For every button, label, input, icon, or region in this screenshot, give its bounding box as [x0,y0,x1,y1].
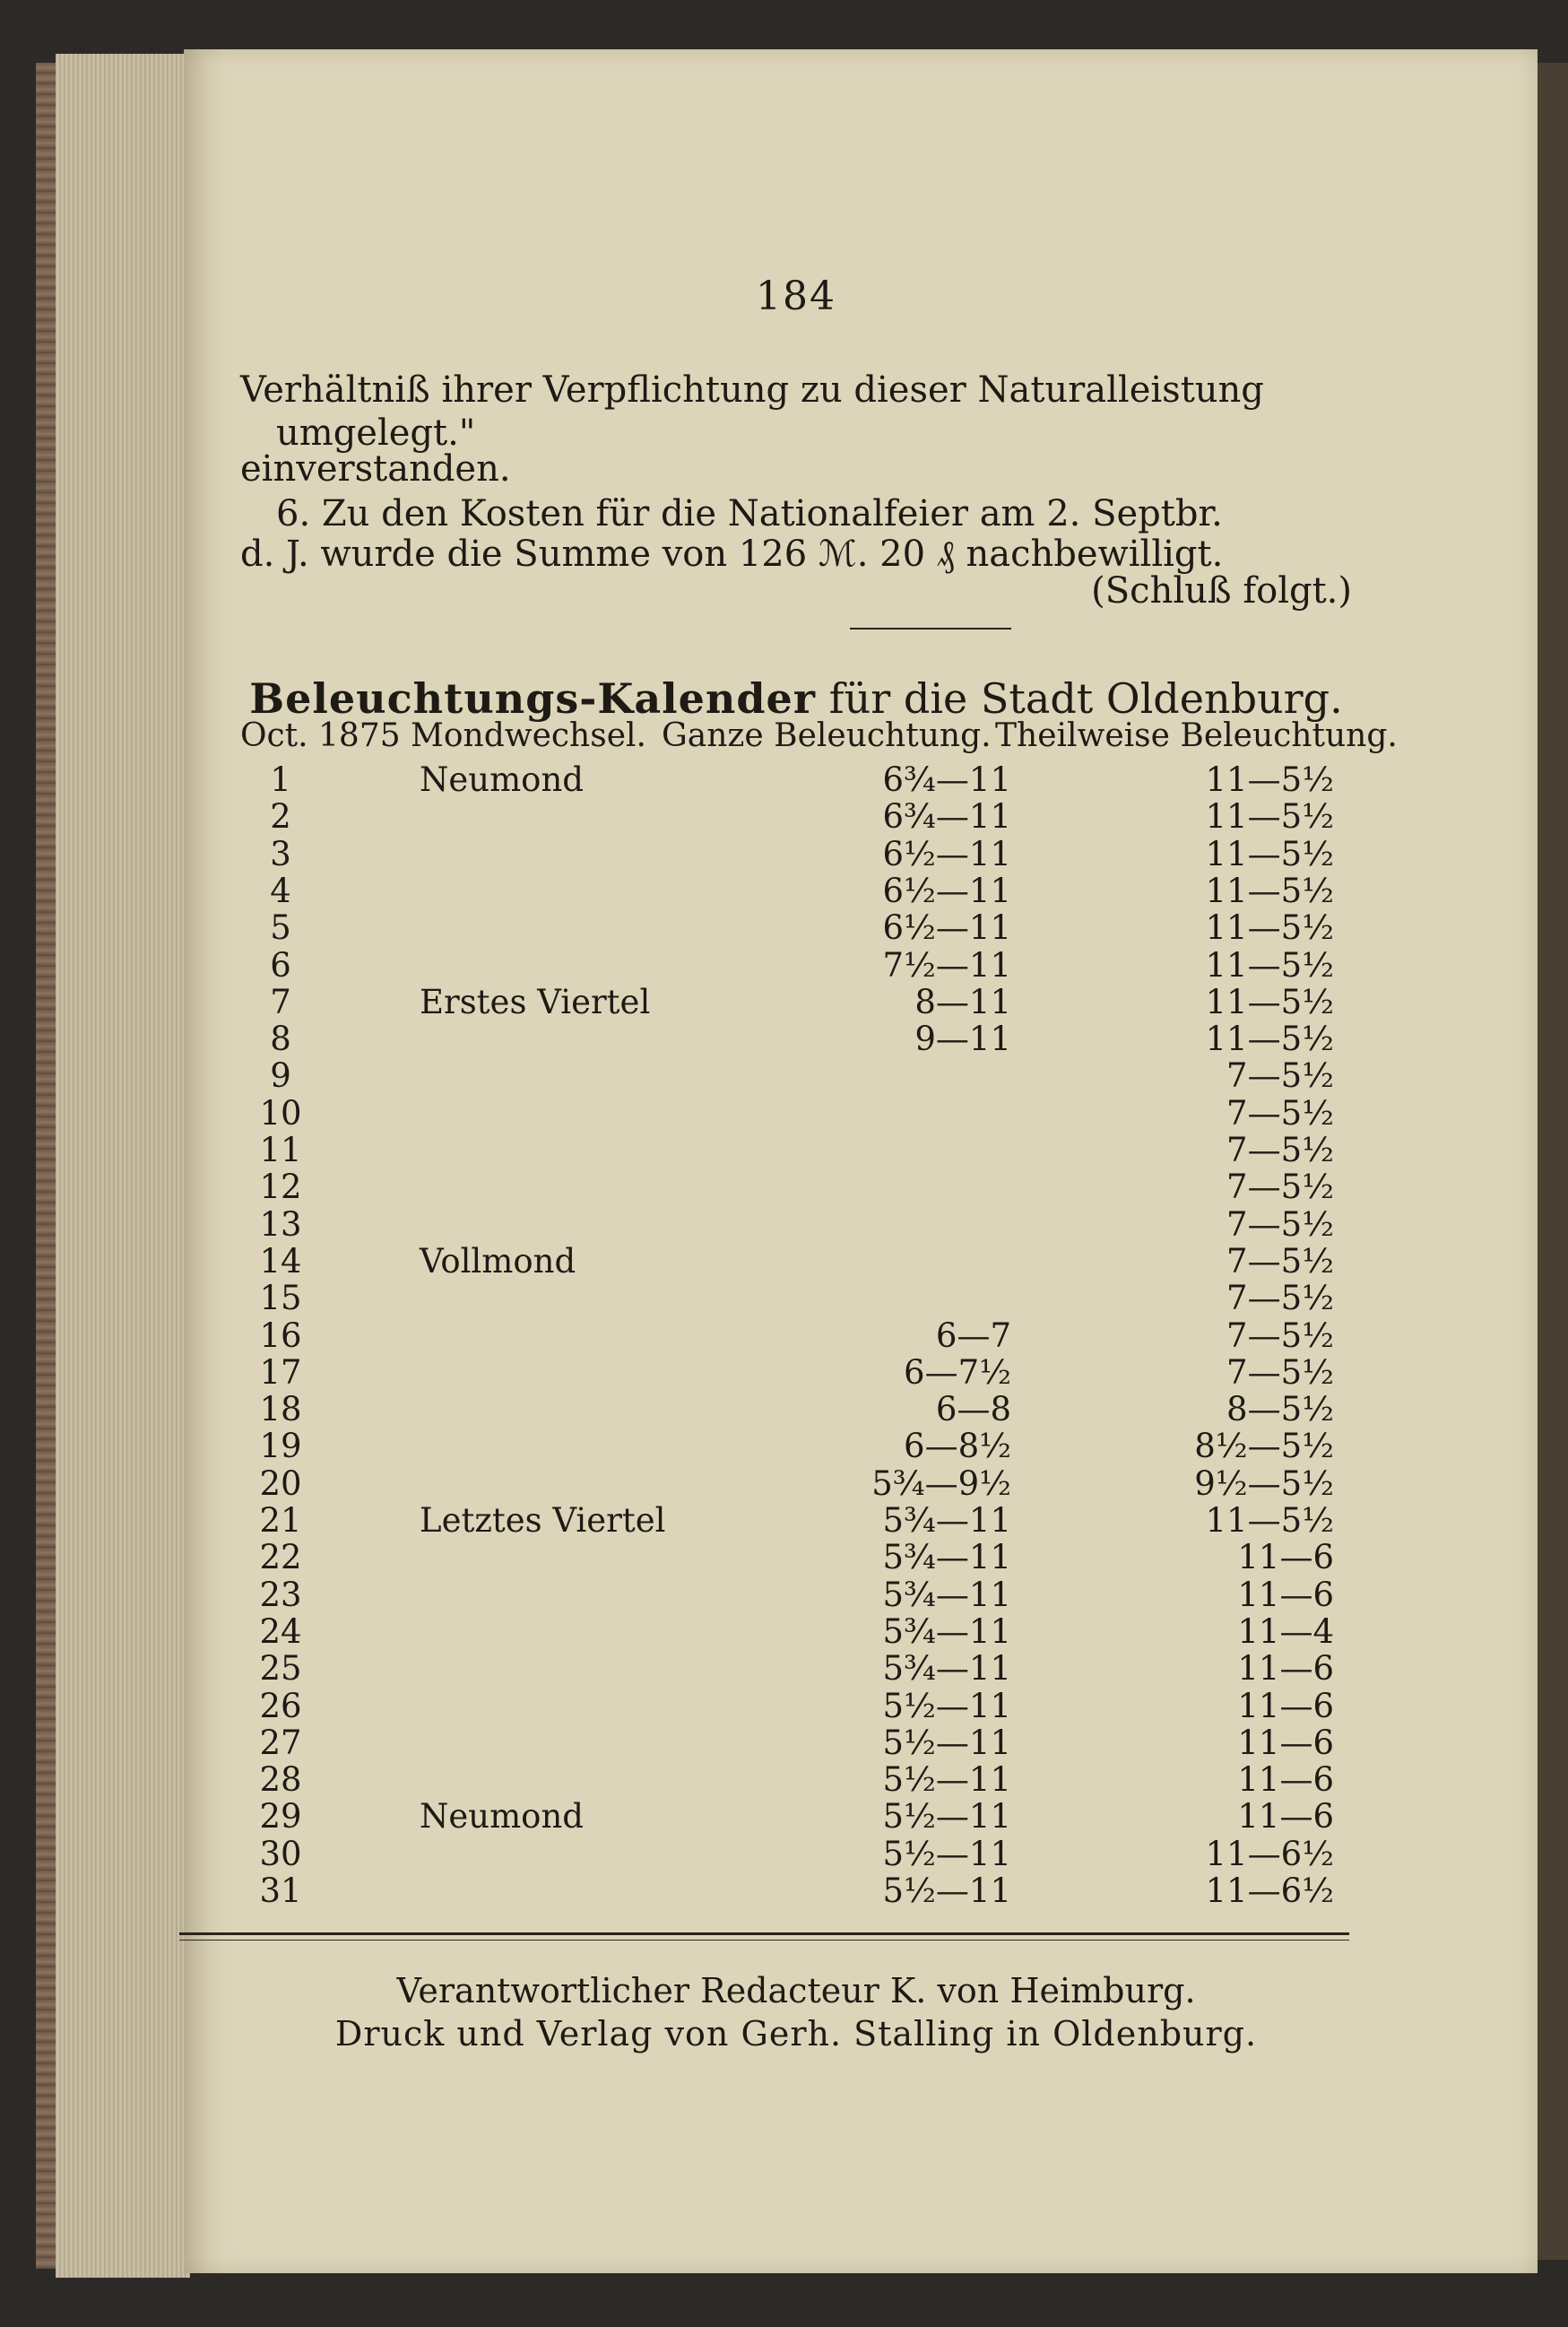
table-row [240,908,1352,948]
table-row [240,1612,1352,1649]
partial-lighting-cell: 9½—5½ [1194,1463,1334,1503]
day-cell: 24 [259,1611,302,1651]
table-row [240,1056,1352,1096]
full-lighting-cell: 5¾—9½ [871,1463,1011,1503]
table-row [240,1871,1352,1908]
partial-lighting-cell: 7—5½ [1226,1352,1334,1392]
table-row [240,1538,1352,1575]
calendar-title-main: Beleuchtungs-Kalender [249,674,816,723]
day-cell: 25 [259,1649,302,1689]
table-row [240,1649,1352,1689]
partial-lighting-cell: 11—6½ [1205,1871,1334,1910]
full-lighting-cell: 5½—11 [882,1834,1011,1873]
moon-phase-cell: Vollmond [420,1241,576,1281]
day-cell: 23 [259,1575,302,1614]
table-row [240,1242,1352,1279]
moon-phase-cell: Erstes Viertel [420,982,651,1021]
table-row [240,872,1352,908]
partial-lighting-cell: 7—5½ [1226,1168,1334,1207]
moon-phase-cell: Letztes Viertel [420,1501,666,1540]
text-line-3: einverstanden. [240,448,511,490]
full-lighting-cell: 5½—11 [882,1797,1011,1836]
table-row [240,1835,1352,1871]
table-row [240,1094,1352,1131]
full-lighting-cell: 6—7½ [904,1352,1011,1392]
day-cell: 18 [259,1390,302,1429]
partial-lighting-cell: 11—5½ [1205,945,1334,985]
day-cell: 13 [259,1204,302,1244]
partial-lighting-cell: 7—5½ [1226,1204,1334,1244]
day-cell: 7 [270,982,291,1021]
table-row [240,1131,1352,1168]
header-month: Oct. 1875 [240,717,401,754]
table-row [240,1687,1352,1724]
full-lighting-cell: 6¾—11 [882,797,1011,837]
footer-rule-thin [179,1940,1349,1941]
partial-lighting-cell: 11—5½ [1205,1501,1334,1540]
day-cell: 3 [270,834,291,873]
page-stack-edge [56,54,190,2278]
full-lighting-cell: 5¾—11 [882,1649,1011,1689]
day-cell: 29 [259,1797,302,1836]
full-lighting-cell: 5½—11 [882,1723,1011,1762]
partial-lighting-cell: 11—5½ [1205,982,1334,1021]
header-moon: Mondwechsel. [411,717,646,754]
full-lighting-cell: 6½—11 [882,908,1011,948]
table-row [240,1168,1352,1207]
table-row [240,1279,1352,1318]
day-cell: 4 [270,871,291,910]
partial-lighting-cell: 11—5½ [1205,834,1334,873]
full-lighting-cell: 5½—11 [882,1760,1011,1800]
day-cell: 31 [259,1871,302,1910]
day-cell: 20 [259,1463,302,1503]
partial-lighting-cell: 7—5½ [1226,1056,1334,1096]
partial-lighting-cell: 11—6 [1237,1723,1334,1762]
partial-lighting-cell: 7—5½ [1226,1131,1334,1169]
partial-lighting-cell: 7—5½ [1226,1241,1334,1281]
day-cell: 27 [259,1723,302,1762]
table-row [240,1020,1352,1059]
table-row [240,983,1352,1020]
full-lighting-cell: 9—11 [914,1020,1011,1059]
full-lighting-cell: 6—8½ [904,1427,1011,1466]
page-number: 184 [756,274,836,319]
imprint-publisher: Druck und Verlag von Gerh. Stalling in Oldenburg. [334,2014,1258,2053]
day-cell: 8 [270,1020,291,1059]
full-lighting-cell: 5¾—11 [882,1611,1011,1651]
day-cell: 28 [259,1760,302,1800]
table-row [240,1724,1352,1760]
table-row [240,760,1352,797]
full-lighting-cell: 5¾—11 [882,1575,1011,1614]
partial-lighting-cell: 11—6 [1237,1649,1334,1689]
day-cell: 11 [259,1131,302,1169]
table-row [240,1316,1352,1353]
table-row [240,835,1352,872]
text-line-1 [240,369,1352,411]
day-cell: 21 [259,1501,302,1540]
full-lighting-cell: 5¾—11 [882,1501,1011,1540]
day-cell: 10 [259,1093,302,1133]
moon-phase-cell: Neumond [420,760,584,799]
text-line-1-content: Verhältniß ihrer Verpflichtung zu dieser Naturalleistung [240,369,1264,411]
full-lighting-cell: 8—11 [914,982,1011,1021]
full-lighting-cell: 7½—11 [882,945,1011,985]
day-cell: 2 [270,797,291,837]
day-cell: 6 [270,945,291,985]
day-cell: 19 [259,1427,302,1466]
table-row [240,1353,1352,1390]
table-row [240,1576,1352,1612]
table-row [240,1760,1352,1800]
day-cell: 12 [259,1168,302,1207]
partial-lighting-cell: 11—6 [1237,1760,1334,1800]
full-lighting-cell: 6½—11 [882,834,1011,873]
partial-lighting-cell: 8½—5½ [1194,1427,1334,1466]
table-row [240,1501,1352,1538]
text-line-4: 6. Zu den Kosten für die Nationalfeier am 2. Septbr. [276,493,1223,534]
full-lighting-cell: 6—7 [935,1315,1011,1355]
partial-lighting-cell: 11—5½ [1205,760,1334,799]
day-cell: 30 [259,1834,302,1873]
day-cell: 26 [259,1686,302,1725]
full-lighting-cell: 5½—11 [882,1871,1011,1910]
day-cell: 5 [270,908,291,948]
table-row [240,1427,1352,1466]
partial-lighting-cell: 11—5½ [1205,1020,1334,1059]
full-lighting-cell: 6½—11 [882,871,1011,910]
day-cell: 17 [259,1352,302,1392]
day-cell: 14 [259,1241,302,1281]
partial-lighting-cell: 8—5½ [1226,1390,1334,1429]
day-cell: 15 [259,1279,302,1318]
partial-lighting-cell: 11—5½ [1205,797,1334,837]
footer-rule-thick [179,1932,1349,1935]
table-row [240,1205,1352,1242]
partial-lighting-cell: 11—6 [1237,1797,1334,1836]
table-row [240,946,1352,983]
table-row [240,797,1352,837]
imprint-editor: Verantwortlicher Redacteur K. von Heimburg. [396,1971,1196,2010]
text-line-2: umgelegt." [276,412,476,454]
section-divider [850,628,1011,630]
partial-lighting-cell: 11—6 [1237,1538,1334,1577]
day-cell: 22 [259,1538,302,1577]
header-full: Ganze Beleuchtung. [662,717,992,754]
header-partial: Theilweise Beleuchtung. [995,717,1398,754]
calendar-title [240,674,1352,723]
day-cell: 1 [270,760,291,799]
partial-lighting-cell: 11—6½ [1205,1834,1334,1873]
partial-lighting-cell: 11—6 [1237,1686,1334,1725]
partial-lighting-cell: 11—5½ [1205,871,1334,910]
partial-lighting-cell: 7—5½ [1226,1093,1334,1133]
table-row [240,1797,1352,1834]
partial-lighting-cell: 11—4 [1237,1611,1334,1651]
full-lighting-cell: 6¾—11 [882,760,1011,799]
table-row [240,1464,1352,1501]
moon-phase-cell: Neumond [420,1797,584,1836]
full-lighting-cell: 5½—11 [882,1686,1011,1725]
partial-lighting-cell: 7—5½ [1226,1279,1334,1318]
partial-lighting-cell: 7—5½ [1226,1315,1334,1355]
page-gutter-right [1538,63,1568,2260]
partial-lighting-cell: 11—5½ [1205,908,1334,948]
partial-lighting-cell: 11—6 [1237,1575,1334,1614]
day-cell: 9 [270,1056,291,1096]
day-cell: 16 [259,1315,302,1355]
full-lighting-cell: 6—8 [935,1390,1011,1429]
text-line-5: d. J. wurde die Summe von 126 ℳ. 20 ₰ nachbewilligt. [240,534,1224,575]
text-line-6: (Schluß folgt.) [1091,570,1352,612]
full-lighting-cell: 5¾—11 [882,1538,1011,1577]
table-row [240,1390,1352,1427]
calendar-title-rest: für die Stadt Oldenburg. [828,674,1343,723]
